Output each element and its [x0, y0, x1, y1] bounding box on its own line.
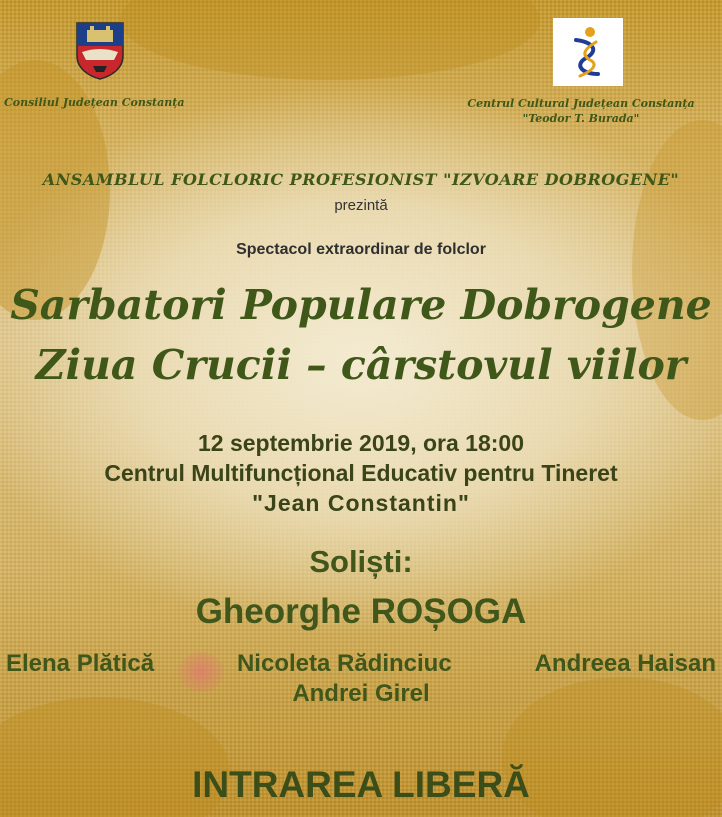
- event-title-line2: Ziua Crucii – cârstovul viilor: [35, 341, 687, 389]
- presents-label: prezintă: [334, 197, 388, 214]
- main-soloist: Gheorghe ROȘOGA: [195, 592, 527, 631]
- cultural-center-subname: "Teodor T. Burada": [522, 112, 640, 125]
- event-subtitle: Spectacol extraordinar de folclor: [236, 241, 486, 258]
- event-title-line1: Sarbatori Populare Dobrogene: [10, 281, 712, 329]
- county-council-label: Consiliul Județean Constanța: [4, 96, 185, 109]
- event-venue-name: "Jean Constantin": [252, 490, 470, 516]
- soloist-name: Andrei Girel: [292, 680, 430, 707]
- soloists-list: [0, 647, 722, 681]
- ensemble-name: ANSAMBLUL FOLCLORIC PROFESIONIST "IZVOARE DOBROGENE": [42, 170, 680, 189]
- soloists-heading: Soliști:: [309, 544, 413, 579]
- county-coat-of-arms-icon: [76, 22, 124, 80]
- soloist-name: Nicoleta Rădinciuc: [236, 650, 452, 677]
- event-venue: Centrul Multifuncțional Educativ pentru Tineret: [104, 460, 618, 486]
- cultural-center-logo-icon: [553, 18, 623, 86]
- cultural-center-label: [440, 96, 722, 126]
- cultural-center-name: Centrul Cultural Județean Constanța: [467, 97, 695, 110]
- texture-blot: [120, 0, 540, 80]
- soloist-name: Andreea Haisan: [534, 650, 716, 677]
- soloist-name: Elena Plătică: [6, 650, 155, 677]
- event-date: 12 septembrie 2019, ora 18:00: [197, 430, 525, 456]
- admission-label: INTRAREA LIBERĂ: [192, 764, 530, 805]
